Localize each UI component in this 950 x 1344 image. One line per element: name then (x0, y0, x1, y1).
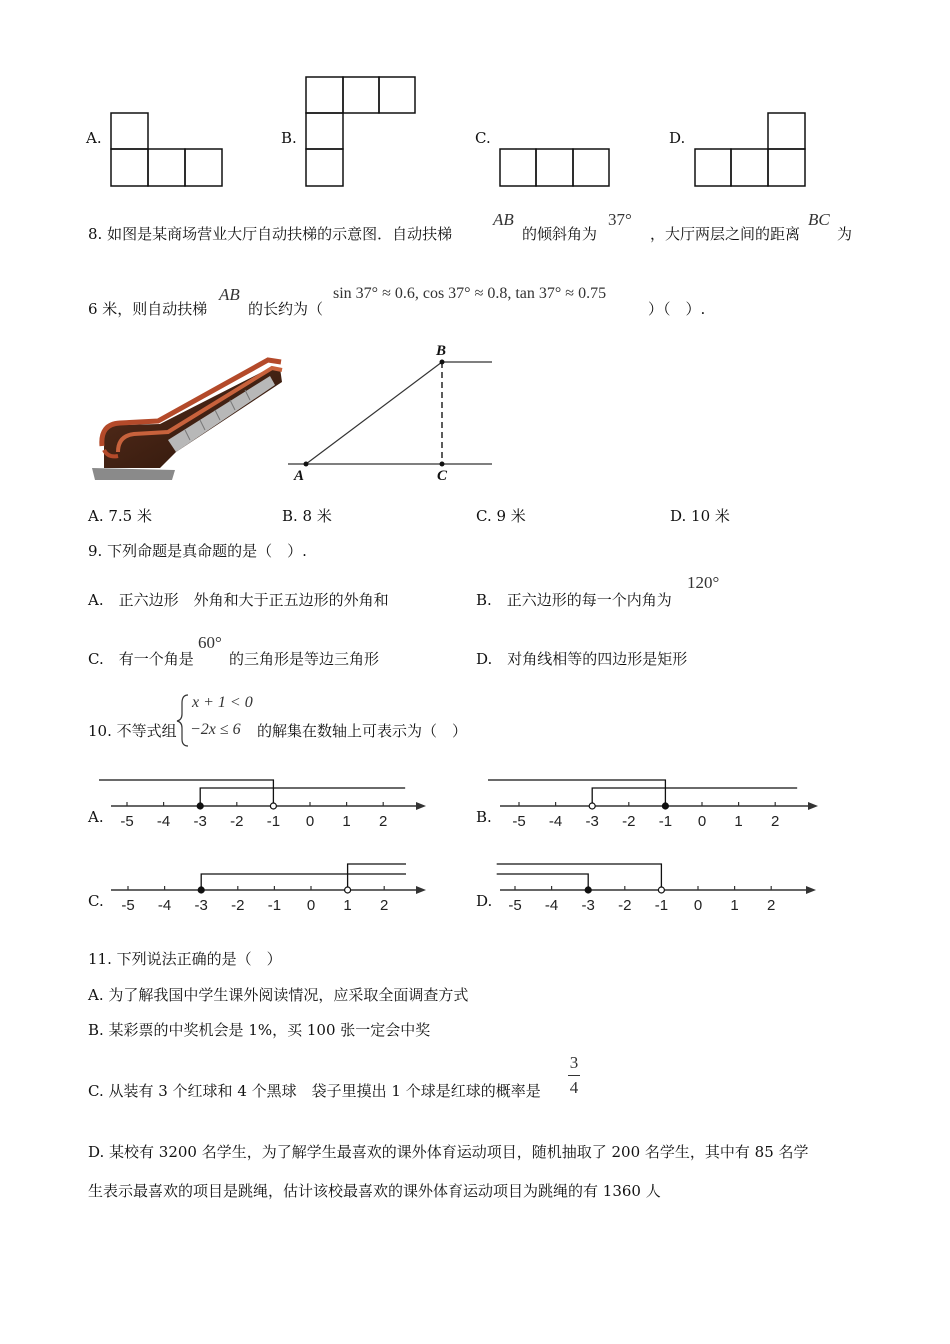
open-point (345, 887, 351, 893)
solution-bracket (592, 788, 797, 806)
q10-stem: 10. 不等式组 (88, 722, 177, 740)
tick-label: 0 (697, 813, 707, 830)
point-a (304, 462, 309, 467)
q7-option-b-label: B. (281, 129, 297, 147)
q9-option-c-math: 60° (198, 633, 222, 652)
tick-label: -3 (194, 897, 208, 914)
q8-text-7: ）（ ）. (648, 300, 706, 318)
q9-option-b-math: 120° (687, 573, 720, 592)
closed-point (197, 803, 203, 809)
tick-label: -4 (548, 813, 563, 830)
q10-option-d: D. (476, 892, 493, 910)
fraction-bar (568, 1075, 580, 1076)
q8-text-5: 6 米，则自动扶梯 (88, 300, 208, 318)
tick-label: -5 (121, 897, 135, 914)
q9-stem: 9. 下列命题是真命题的是（ ）. (88, 542, 307, 560)
tick-label: -2 (622, 813, 636, 830)
closed-point (662, 803, 668, 809)
tick-label: -1 (266, 813, 281, 830)
q7-a-square (111, 149, 148, 186)
tick-label: 1 (730, 897, 739, 914)
q9-option-d: D. 对角线相等的四边形是矩形 (476, 650, 688, 668)
q7-b-square (306, 77, 343, 113)
q7-option-d-label: D. (669, 129, 686, 147)
q9-option-c: C. 有一个角是 (88, 650, 194, 668)
tick-label: 1 (343, 897, 352, 914)
q10-option-b: B. (476, 808, 492, 826)
tick-label: -4 (544, 897, 559, 914)
fraction-denominator: 4 (569, 1078, 579, 1097)
solution-bracket (99, 780, 273, 806)
tick-label: -4 (157, 897, 172, 914)
q7-d-square (695, 149, 731, 186)
q8-trig-values: sin 37° ≈ 0.6, cos 37° ≈ 0.8, tan 37° ≈ 0.75 (333, 285, 607, 302)
tick-label: -5 (120, 813, 134, 830)
open-point (270, 803, 276, 809)
q11-option-d-line2: 生表示最喜欢的项目是跳绳，估计该校最喜欢的课外体育运动项目为跳绳的有 1360 人 (88, 1182, 661, 1200)
closed-point (198, 887, 204, 893)
q8-text-3: ，大厅两层之间的距离 (650, 225, 801, 243)
tick-label: -2 (231, 897, 245, 914)
q7-a-square (185, 149, 222, 186)
solution-bracket (488, 780, 665, 806)
tick-label: -3 (581, 897, 595, 914)
q8-angle: 37° (608, 210, 632, 229)
q10-option-a: A. (88, 808, 104, 826)
tick-label: 0 (305, 813, 315, 830)
q11-stem: 11. 下列说法正确的是（ ） (88, 950, 282, 968)
solution-bracket (200, 788, 405, 806)
q9-option-a: A. 正六边形 外角和大于正五边形的外角和 (88, 591, 389, 609)
tick-label: -1 (654, 897, 669, 914)
q8-seg-bc: BC (808, 210, 830, 229)
tick-label: -2 (230, 813, 244, 830)
tick-label: 2 (379, 813, 388, 830)
q7-b-square (306, 149, 343, 186)
tick-label: -2 (618, 897, 632, 914)
q8-option-a: A. 7.5 米 (88, 507, 152, 525)
point-b-label: B (436, 343, 447, 359)
axis-arrow (806, 886, 816, 894)
q7-b-square (379, 77, 415, 113)
inequality-1: x + 1 < 0 (192, 694, 253, 711)
q8-option-b: B. 8 米 (282, 507, 332, 525)
q8-text-2: 的倾斜角为 (522, 225, 598, 243)
closed-point (585, 887, 591, 893)
q8-option-d: D. 10 米 (670, 507, 730, 525)
axis-arrow (416, 802, 426, 810)
q8-text-1: 8. 如图是某商场营业大厅自动扶梯的示意图．自动扶梯 (88, 225, 453, 243)
q7-c-square (500, 149, 536, 186)
q9-option-c-rest: 的三角形是等边三角形 (229, 650, 380, 668)
q7-d-square (768, 149, 805, 186)
point-a-label: A (294, 468, 305, 484)
solution-bracket (201, 874, 406, 890)
tick-label: 1 (734, 813, 743, 830)
open-point (658, 887, 664, 893)
tick-label: -3 (585, 813, 599, 830)
tick-label: -5 (508, 897, 522, 914)
tick-label: 0 (306, 897, 316, 914)
tick-label: 2 (771, 813, 780, 830)
tick-label: -3 (193, 813, 207, 830)
tick-label: -1 (267, 897, 282, 914)
axis-arrow (808, 802, 818, 810)
open-point (589, 803, 595, 809)
point-b (440, 360, 445, 365)
solution-bracket (497, 864, 662, 890)
q11-option-b: B. 某彩票的中奖机会是 1%，买 100 张一定会中奖 (88, 1021, 431, 1039)
q8-seg-ab: AB (493, 210, 514, 229)
q7-d-square (768, 113, 805, 149)
q7-b-square (306, 113, 343, 149)
tick-label: 2 (380, 897, 389, 914)
inequality-2: −2x ≤ 6 (190, 721, 241, 738)
tick-label: -5 (512, 813, 526, 830)
q11-option-d-line1: D. 某校有 3200 名学生，为了解学生最喜欢的课外体育运动项目，随机抽取了 200 名学生，其中有 85 名学 (88, 1143, 809, 1161)
q7-b-square (343, 77, 379, 113)
q7-a-square (111, 113, 148, 149)
solution-bracket (348, 864, 406, 890)
q7-c-square (536, 149, 573, 186)
fraction-three-quarters (568, 1053, 580, 1098)
tick-label: 0 (693, 897, 703, 914)
q7-option-a-label: A. (86, 129, 102, 147)
tick-label: -4 (156, 813, 171, 830)
q8-seg-ab-2: AB (219, 285, 240, 304)
tick-label: 1 (342, 813, 351, 830)
q7-c-square (573, 149, 609, 186)
point-c (440, 462, 445, 467)
solution-bracket (497, 874, 589, 890)
tick-label: 2 (767, 897, 776, 914)
escalator-line-ab (306, 362, 442, 464)
q8-text-4: 为 (837, 225, 853, 243)
q7-d-square (731, 149, 768, 186)
q10-stem-rest: 的解集在数轴上可表示为（ ） (257, 722, 468, 740)
q7-option-c-label: C. (475, 129, 491, 147)
q9-option-b: B. 正六边形的每一个内角为 (476, 591, 672, 609)
q10-option-c: C. (88, 892, 104, 910)
q8-option-c: C. 9 米 (476, 507, 526, 525)
q11-option-a: A. 为了解我国中学生课外阅读情况，应采取全面调查方式 (88, 986, 469, 1004)
q11-option-c: C. 从装有 3 个红球和 4 个黑球 袋子里摸出 1 个球是红球的概率是 (88, 1082, 541, 1100)
fraction-numerator: 3 (569, 1053, 579, 1072)
q7-a-square (148, 149, 185, 186)
axis-arrow (416, 886, 426, 894)
tick-label: -1 (658, 813, 673, 830)
point-c-label: C (437, 468, 448, 484)
q8-text-6: 的长约为（ (248, 300, 324, 318)
